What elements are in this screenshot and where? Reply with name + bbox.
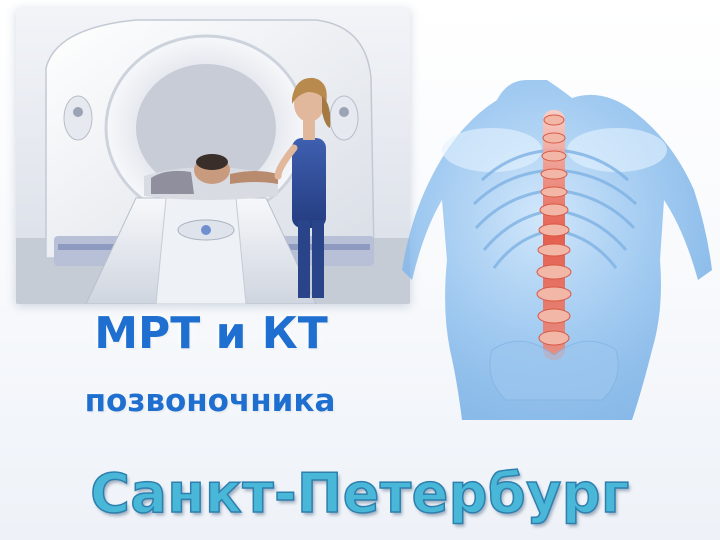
mri-scanner-photo (16, 8, 410, 304)
spine-torso-illustration (402, 80, 720, 420)
title-line-1: МРТ и КТ (94, 308, 328, 359)
title-line-2: позвоночника (84, 383, 336, 419)
mri-scanner-illustration (16, 8, 410, 304)
spine-anatomy-illustration (402, 80, 720, 420)
city-name: Санкт-Петербург (90, 462, 630, 525)
